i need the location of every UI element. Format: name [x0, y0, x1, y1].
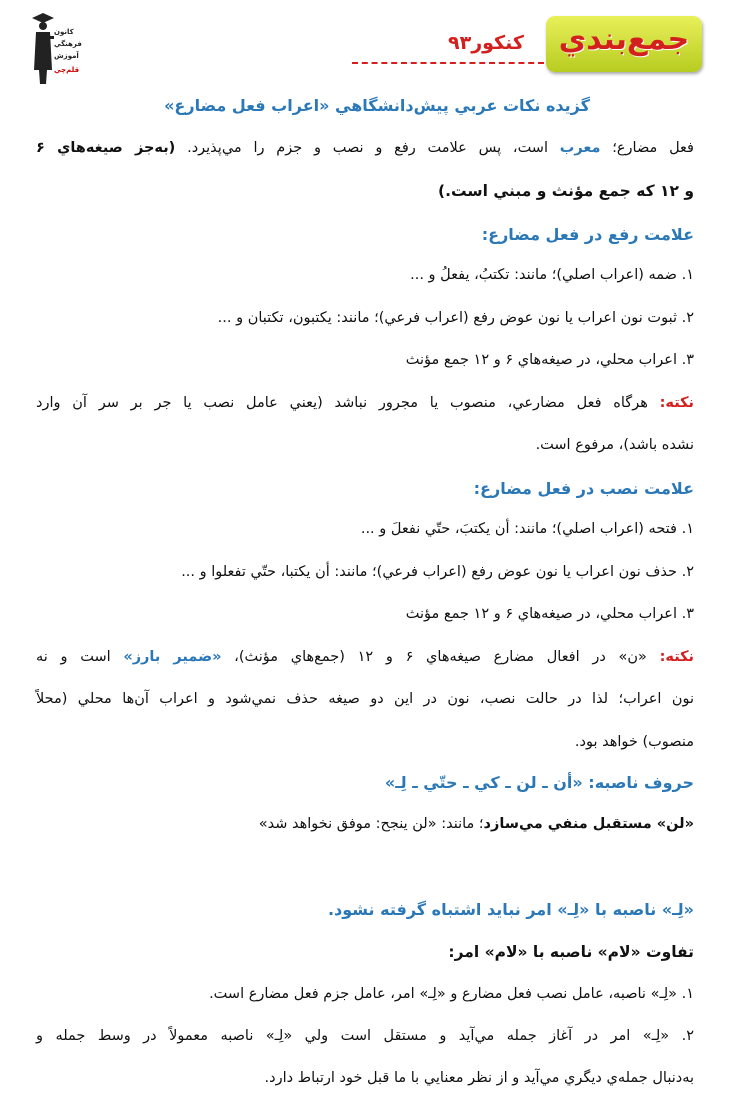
intro-keyword: معرب — [559, 140, 601, 156]
note-keyword: «ضمير بارز» — [123, 649, 222, 665]
badge-text: جمع‌بندي — [558, 22, 690, 57]
logo-line: فرهنگي — [54, 40, 82, 48]
logo-line: آموزش — [54, 52, 79, 60]
intro-exception: (به‌جز صيغه‌هاي ۶ — [36, 140, 176, 156]
lam-diff-heading: تفاوت «لام» ناصبه با «لام» امر: — [448, 943, 694, 961]
logo-line: كانون — [54, 28, 74, 36]
lan-line — [259, 816, 694, 832]
raf-heading: علامت رفع در فعل مضارع: — [481, 225, 694, 244]
nasb-note-line-2: نون اعراب؛ لذا در حالت نصب، نون در اين دو صيغه حذف نمي‌شود و اعراب آن‌ها محلي (محلاً — [36, 691, 694, 707]
raf-item: ۳. اعراب محلي، در صيغه‌هاي ۶ و ۱۲ جمع مؤنث — [405, 352, 694, 368]
intro-line-2: و ۱۲ كه جمع مؤنث و مبني است.) — [438, 182, 694, 200]
summary-badge — [546, 16, 702, 72]
intro-text: است، پس علامت رفع و نصب و جزم را مي‌پذيرد. — [175, 140, 560, 156]
note-text: است و نه — [36, 649, 124, 665]
lan-example: ؛ مانند: «لن ينجح: موفق نخواهد شد» — [258, 816, 484, 832]
lam-item-2-line-1: ۲. «لِـ» امر در آغاز جمله مي‌آيد و مستقل است ولي «لِـ» ناصبه معمولاً در وسط جمله و — [36, 1028, 694, 1044]
nasb-heading: علامت نصب در فعل مضارع: — [473, 479, 694, 498]
raf-item: ۱. ضمه (اعراب اصلي)؛ مانند: تكتبُ، يفعلُ و ... — [410, 267, 694, 283]
nasb-item: ۲. حذف نون اعراب يا نون عوض رفع (اعراب فرعي)؛ مانند: أن يكتبا، حتّي تفعلوا و ... — [181, 564, 694, 580]
raf-note-line-2: نشده باشد)، مرفوع است. — [535, 437, 694, 453]
header-divider — [352, 62, 544, 64]
nasb-item: ۳. اعراب محلي، در صيغه‌هاي ۶ و ۱۲ جمع مؤنث — [405, 606, 694, 622]
lam-item-2-line-2: به‌دنبال جمله‌ي ديگري مي‌آيد و از نظر معنايي با ما قبل خود ارتباط دارد. — [264, 1070, 694, 1086]
note-label: نكته: — [659, 395, 694, 411]
nasb-item: ۱. فتحه (اعراب اصلي)؛ مانند: أن يكتبَ، حتّي نفعلَ و ... — [360, 521, 694, 537]
publisher-logo — [30, 10, 88, 86]
raf-item: ۲. ثبوت نون اعراب يا نون عوض رفع (اعراب فرعي)؛ مانند: يكتبون، تكتبان و ... — [217, 310, 694, 326]
lan-rule: «لن» مستقبل منفي مي‌سازد — [483, 816, 694, 832]
note-label: نكته: — [659, 649, 694, 665]
exam-label: كنكور۹۳ — [448, 32, 524, 54]
logo-line: قلم‌چي — [54, 66, 80, 74]
nasb-note-line-1 — [36, 649, 694, 665]
note-text: «ن» در افعال مضارع صيغه‌هاي ۶ و ۱۲ (جمع‌هاي مؤنث)، — [221, 649, 660, 665]
lam-item: ۱. «لِـ» ناصبه، عامل نصب فعل مضارع و «لِـ» امر، عامل جزم فعل مضارع است. — [209, 986, 694, 1002]
graduate-figure-icon — [30, 10, 56, 86]
lam-warning: «لِـ» ناصبه با «لِـ» امر نبايد اشتباه گرفته نشود. — [327, 900, 694, 919]
nasb-note-line-3: منصوب) خواهد بود. — [574, 734, 694, 750]
page-title: گزيده نكات عربي پيش‌دانشگاهي «اعراب فعل مضارع» — [164, 96, 590, 115]
intro-line-1 — [36, 140, 694, 156]
huruf-heading: حروف ناصبه: «أن ـ لن ـ كي ـ حتّي ـ لِـ» — [384, 773, 694, 792]
note-text: هرگاه فعل مضارعي، منصوب يا مجرور نباشد (يعني عامل نصب يا جر بر سر آن وارد — [36, 395, 660, 411]
intro-text: فعل مضارع؛ — [600, 140, 694, 156]
raf-note-line-1 — [36, 395, 694, 411]
